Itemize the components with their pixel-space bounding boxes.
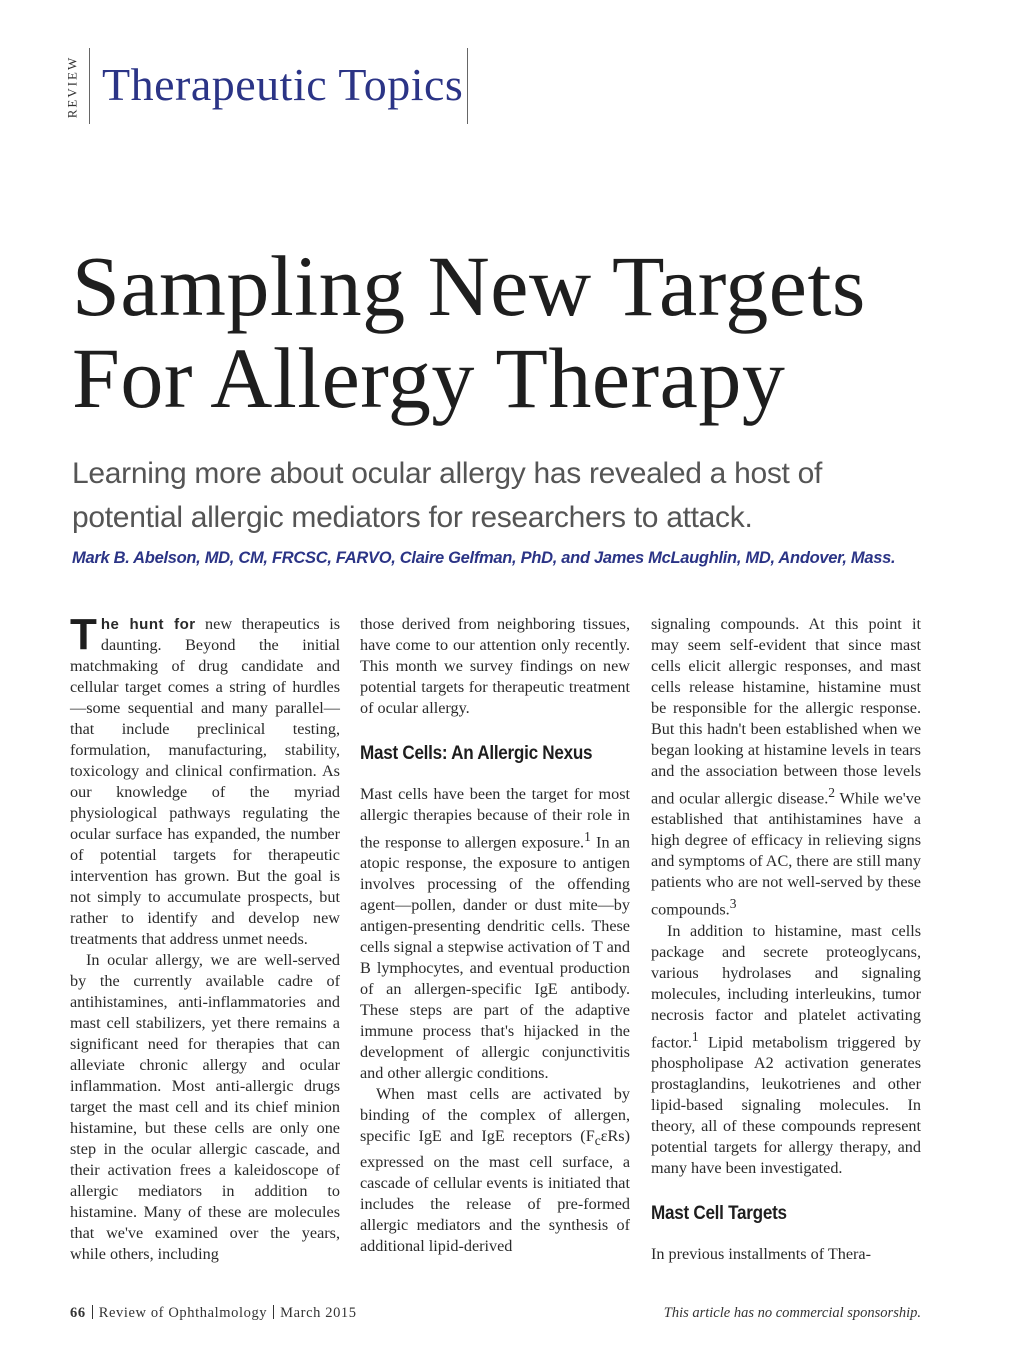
header-rule-right [467,48,468,124]
citation-superscript: 1 [584,829,591,844]
paragraph-text: Mast cells have been the target for most allergic therapies because of their role in the response to allergen exposure. [360,785,630,852]
subscript: c [594,1133,601,1149]
article-title [72,240,972,424]
journal-name: Review of Ophthalmology [98,1305,268,1321]
author-byline: Mark B. Abelson, MD, CM, FRCSC, FARVO, Claire Gelfman, PhD, and James McLaughlin, MD, Andover, Mass. [72,549,896,567]
citation-superscript: 1 [691,1028,699,1044]
section-kicker [58,50,86,124]
lead-in: he hunt for [100,616,196,633]
paragraph-text: When mast cells are activated by binding of the complex of allergen, specific IgE and IgE receptors (F [360,1085,630,1146]
citation-superscript: 3 [729,896,737,912]
body-paragraph: In previous installments of Thera- [651,1245,871,1264]
citation-superscript: 2 [828,785,836,800]
body-paragraph [360,784,630,1084]
page-footer [70,1305,357,1322]
section-heading: Mast Cell Targets [651,1203,787,1225]
article-title-line-1: Sampling New Targets [72,238,866,334]
paragraph-text: new therapeutics is daunting. Beyond the initial matchmaking of drug candidate and cellular target comes a string of hurdles—some sequential and many parallel—that include preclinical testing, formulation, manufacturing, stability, toxicology and clinical confirmation. As our knowledge of the myriad physiological pathways regulating the ocular surface has expanded, the number of potential targets for therapeutic intervention has grown. But the goal is not simply to accumulate prospects, but rather to identify and develop new treatments that address unmet needs. [70,615,340,948]
body-paragraph: In ocular allergy, we are well-served by the currently available cadre of antihistamines, anti-inflammatories and mast cell stabilizers, yet there remains a significant need for therapies that can alleviate chronic allergy and ocular inflammation. Most anti-allergic drugs target the mast cell and its chief minion histamine, but these cells are only one step in the ocular allergic cascade, and their activation frees a kaleidoscope of allergic mediators in addition to histamine. Many of these are molecules that we've examined over the years, while others, including [70,951,340,1263]
body-paragraph [360,1084,630,1256]
page-number: 66 [70,1305,86,1321]
body-paragraph [651,921,921,1179]
sponsorship-disclaimer: This article has no commercial sponsorship. [663,1305,921,1321]
paragraph-text: While we've established that antihistamines have a high degree of efficacy in relieving signs and symptoms of AC, there are still many patients who are not well-served by these compounds. [651,789,921,919]
footer-divider [273,1305,274,1319]
section-title: Therapeutic Topics [102,59,464,110]
article-subtitle-line-2: potential allergic mediators for researchers to attack. [72,501,753,534]
paragraph-text: εRs) expressed on the mast cell surface, a cascade of cellular events is initiated that includes the release of pre-formed allergic mediators and the synthesis of additional lipid-derived [360,1127,630,1255]
article-subtitle [72,452,952,540]
body-paragraph [651,614,921,921]
article-subtitle-line-1: Learning more about ocular allergy has revealed a host of [72,457,823,490]
paragraph-text: In addition to histamine, mast cells package and secrete proteoglycans, various hydrolases and signaling molecules, including interleukins, tumor necrosis factor and platelet activating factor. [651,921,921,1052]
footer-divider [92,1305,93,1319]
body-column-3 [651,614,921,1265]
paragraph-text: signaling compounds. At this point it may seem self-evident that since mast cells elicit allergic responses, and mast cells release histamine, histamine must be responsible for the allergic response. But this hadn't been established when we began looking at histamine levels in tears and the association between those levels and ocular allergic disease. [651,615,921,808]
body-paragraph: those derived from neighboring tissues, have come to our attention only recently. This month we survey findings on new potential targets for therapeutic treatment of ocular allergy. [360,615,630,717]
body-column-2 [360,614,630,1257]
drop-cap: T [70,610,97,659]
body-paragraph [70,610,340,950]
body-column-1 [70,610,340,1265]
review-label: REVIEW [64,55,80,119]
section-heading: Mast Cells: An Allergic Nexus [360,743,593,764]
header-rule-left [89,48,90,124]
paragraph-text: Lipid metabolism triggered by phospholipase A2 activation generates prostaglandins, leukotrienes and other lipid-based signaling molecules. In theory, all of these compounds represent potential targets for allergy therapy, and many have been investigated. [651,1033,921,1178]
issue-date: March 2015 [280,1305,357,1321]
paragraph-text: In an atopic response, the exposure to antigen involves processing of the offending agent—pollen, dander or dust mite—by antigen-presenting dendritic cells. These cells signal a stepwise activation of T and B lymphocytes, and eventual production of an allergen-specific IgE antibody. These steps are part of the adaptive immune process that's hijacked in the development of allergic conjunctivitis and other allergic conditions. [360,833,631,1083]
article-title-line-2: For Allergy Therapy [72,330,786,426]
